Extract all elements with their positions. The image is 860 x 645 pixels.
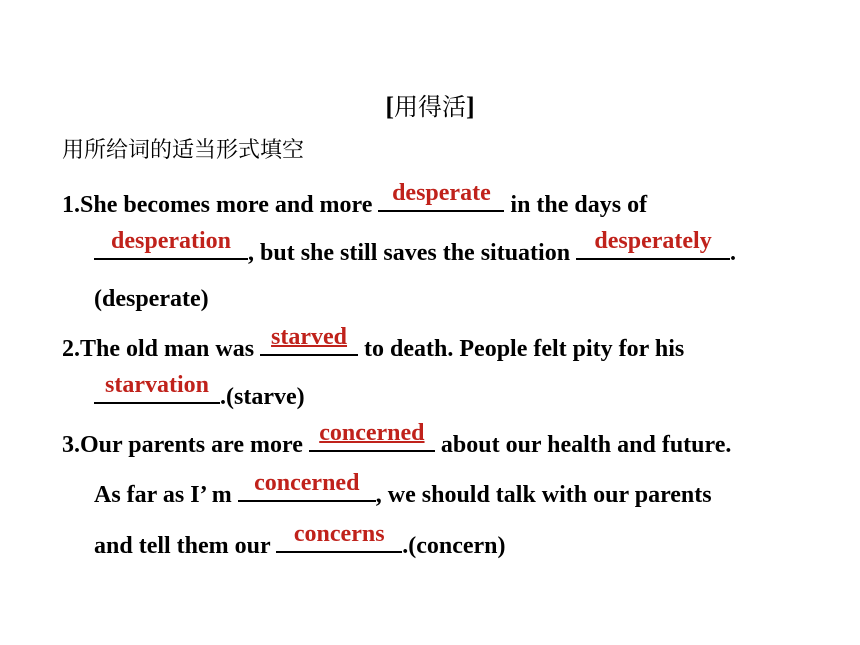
q1-answer-2: desperation (111, 228, 231, 254)
q3-line-1: 3.Our parents are more concerned about our health and future. (62, 420, 732, 458)
q2-blank-1 (260, 324, 358, 356)
q3-line-3: and tell them our concerns .(concern) (94, 521, 506, 559)
q2-line-1: 2.The old man was starved to death. People felt pity for his (62, 324, 685, 362)
q2-answer-1: starved (271, 324, 348, 350)
section-title-text: 用得活 (394, 93, 466, 121)
q2-line-2: starvation .(starve) (94, 378, 305, 414)
section-title: [用得活] (385, 92, 475, 121)
instruction-text: 用所给词的适当形式填空 (62, 138, 305, 163)
q3-blank-1 (309, 420, 435, 452)
q3-answer-2: concerned (254, 470, 360, 496)
q3-answer-1: concerned (319, 420, 425, 446)
q3-blank-2 (238, 470, 376, 502)
q1-blank-2 (94, 228, 248, 260)
q1-answer-3: desperately (594, 228, 712, 254)
q3-answer-3: concerns (293, 521, 385, 547)
q2-blank-2 (94, 372, 220, 404)
q1-line-2: desperation , but she still saves the situation desperately . (94, 234, 736, 270)
q1-answer-1: desperate (392, 180, 491, 206)
q3-blank-3 (276, 521, 402, 553)
q1-blank-1 (378, 180, 504, 212)
q2-answer-2: starvation (105, 372, 209, 398)
q1-hint: (desperate) (94, 286, 209, 312)
q1-blank-3 (576, 228, 730, 260)
q3-line-2: As far as I’ m concerned , we should talk with our parents (94, 470, 712, 508)
q1-line-1: 1.She becomes more and more desperate in the days of (62, 180, 648, 218)
